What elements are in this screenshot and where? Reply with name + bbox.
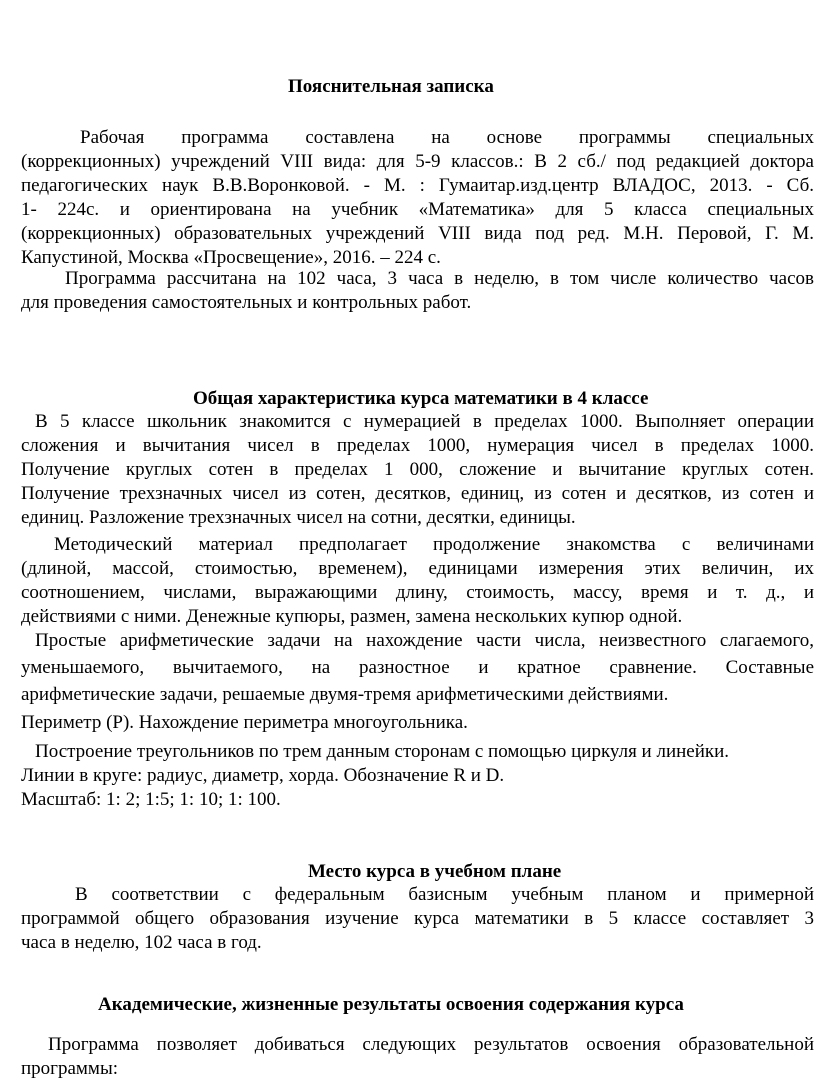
text-line: арифметические задачи, решаемые двумя-тремя арифметическими действиями. [21,684,669,705]
text-line: Простые арифметические задачи на нахождение части числа, неизвестного слагаемого, [35,630,814,651]
text-line: Масштаб: 1: 2; 1:5; 1: 10; 1: 100. [21,789,281,810]
section3-heading: Академические, жизненные результаты освоения содержания курса [98,994,684,1015]
hours-line: Программа рассчитана на 102 часа, 3 часа в неделю, в том числе количество часов [65,268,814,289]
intro-paragraph [21,126,814,270]
intro-line: Рабочая программа составлена на основе программы специальных [80,127,814,148]
doc-title: Пояснительная записка [288,76,494,97]
text-line: программой общего образования изучение курса математики в 5 классе составляет 3 [21,908,814,929]
text-line: Получение трехзначных чисел из сотен, десятков, единиц, из сотен и десятков, из сотен и [21,483,814,504]
section2-heading: Место курса в учебном плане [308,861,562,882]
text-line: уменьшаемого, вычитаемого, на разностное и кратное сравнение. Составные [21,657,814,678]
text-line: программы: [21,1058,118,1079]
hours-paragraph [21,267,814,315]
text-line: В соответствии с федеральным базисным учебным планом и примерной [75,884,814,905]
intro-line: (коррекционных) образовательных учреждений VIII вида под ред. М.Н. Перовой, Г. М. [21,223,814,244]
text-line: часа в неделю, 102 часа в год. [21,932,262,953]
text-line: Получение круглых сотен в пределах 1 000, сложение и вычитание круглых сотен. [21,459,814,480]
text-line: единиц. Разложение трехзначных чисел на сотни, десятки, единицы. [21,507,576,528]
text-line: Методический материал предполагает продолжение знакомства с величинами [54,534,814,555]
intro-line: 1- 224с. и ориентирована на учебник «Математика» для 5 класса специальных [21,199,814,220]
perimeter-line [21,711,814,735]
text-line: действиями с ними. Денежные купюры, размен, замена нескольких купюр одной. [21,606,683,627]
section2-paragraph [21,883,814,955]
text-line: Программа позволяет добиваться следующих результатов освоения образовательной [48,1034,814,1055]
text-line: Линии в круге: радиус, диаметр, хорда. Обозначение R и D. [21,765,505,786]
section1-p1 [21,410,814,530]
section1-p3 [21,627,814,708]
text-line: сложения и вычитания чисел в пределах 1000, нумерация чисел в пределах 1000. [21,435,814,456]
intro-line: педагогических наук В.В.Воронковой. - М. : Гумаитар.изд.центр ВЛАДОС, 2013. - Сб. [21,175,814,196]
section3-paragraph [21,1033,814,1081]
section1-p2 [21,533,814,629]
hours-line: для проведения самостоятельных и контрольных работ. [21,292,472,313]
text-line: (длиной, массой, стоимостью, временем), единицами измерения этих величин, их [21,558,814,579]
geometry-lines [21,740,814,812]
intro-line: (коррекционных) учреждений VIII вида: для 5-9 классов.: В 2 сб./ под редакцией доктора [21,151,814,172]
text-line: Периметр (Р). Нахождение периметра многоугольника. [21,712,468,733]
section1-heading: Общая характеристика курса математики в 4 классе [193,388,649,409]
text-line: Построение треугольников по трем данным сторонам с помощью циркуля и линейки. [35,741,730,762]
text-line: В 5 классе школьник знакомится с нумерацией в пределах 1000. Выполняет операции [35,411,814,432]
intro-line: Капустиной, Москва «Просвещение», 2016. – 224 с. [21,247,441,268]
text-line: соотношением, числами, выражающими длину, стоимость, массу, время и т. д., и [21,582,814,603]
